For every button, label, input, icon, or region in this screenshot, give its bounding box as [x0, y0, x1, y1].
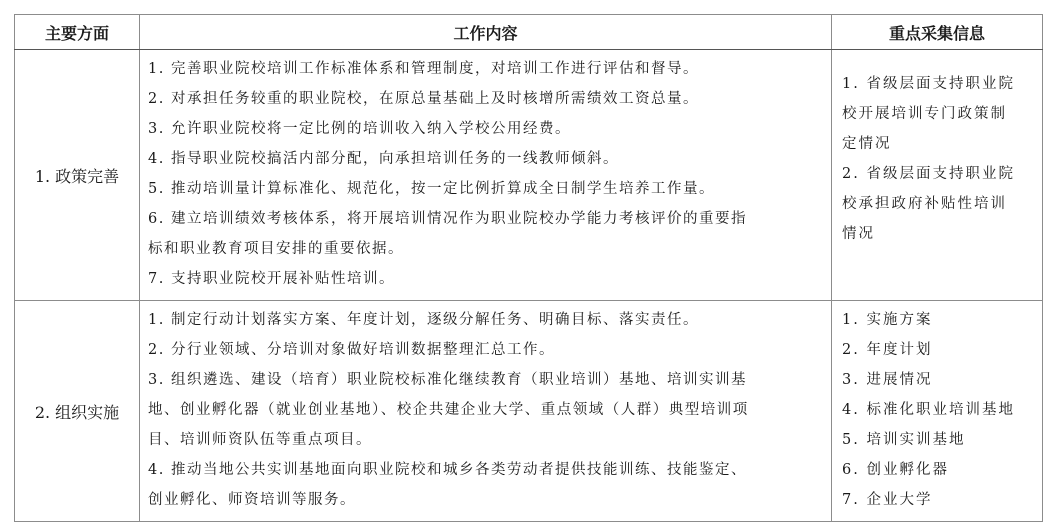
header-content: 工作内容	[140, 15, 832, 50]
info-line: 4. 标准化职业培训基地	[842, 402, 1015, 419]
header-aspect: 主要方面	[15, 15, 140, 50]
header-row	[15, 15, 1043, 50]
aspect-cell: 2. 组织实施	[15, 301, 140, 522]
content-line: 创业孵化、师资培训等服务。	[148, 492, 356, 509]
content-line: 2. 分行业领域、分培训对象做好培训数据整理汇总工作。	[148, 342, 555, 359]
content-line: 1. 制定行动计划落实方案、年度计划，逐级分解任务、明确目标、落实责任。	[148, 312, 699, 329]
info-cell	[832, 301, 1043, 522]
info-line: 7. 企业大学	[842, 492, 933, 509]
table-row-implementation	[15, 301, 1043, 522]
content-cell	[140, 50, 832, 301]
info-line: 情况	[842, 226, 875, 242]
header-info: 重点采集信息	[832, 15, 1043, 50]
info-line: 2. 省级层面支持职业院	[842, 166, 1015, 182]
content-line: 1. 完善职业院校培训工作标准体系和管理制度，对培训工作进行评估和督导。	[148, 61, 699, 77]
content-line: 2. 对承担任务较重的职业院校，在原总量基础上及时核增所需绩效工资总量。	[148, 91, 699, 107]
content-cell	[140, 301, 832, 522]
content-line: 4. 指导职业院校搞活内部分配，向承担培训任务的一线教师倾斜。	[148, 151, 619, 167]
content-line: 3. 允许职业院校将一定比例的培训收入纳入学校公用经费。	[148, 121, 571, 137]
info-line: 1. 实施方案	[842, 312, 933, 329]
info-cell	[832, 50, 1043, 301]
info-line: 2. 年度计划	[842, 342, 933, 359]
content-line: 4. 推动当地公共实训基地面向职业院校和城乡各类劳动者提供技能训练、技能鉴定、	[148, 462, 747, 479]
content-line: 6. 建立培训绩效考核体系，将开展培训情况作为职业院校办学能力考核评价的重要指	[148, 211, 747, 227]
content-line: 7. 支持职业院校开展补贴性培训。	[148, 271, 395, 287]
content-line: 地、创业孵化器（就业创业基地）、校企共建企业大学、重点领域（人群）典型培训项	[148, 402, 749, 419]
table-row-policy	[15, 50, 1043, 301]
info-line: 6. 创业孵化器	[842, 462, 949, 479]
content-line: 3. 组织遴选、建设（培育）职业院校标准化继续教育（职业培训）基地、培训实训基	[148, 372, 747, 389]
aspect-cell: 1. 政策完善	[15, 50, 140, 301]
info-line: 1. 省级层面支持职业院	[842, 76, 1015, 92]
content-line: 目、培训师资队伍等重点项目。	[148, 432, 372, 449]
info-line: 5. 培训实训基地	[842, 432, 966, 449]
info-line: 定情况	[842, 136, 892, 152]
work-content-table	[14, 14, 1043, 522]
content-line: 标和职业教育项目安排的重要依据。	[148, 241, 404, 257]
info-line: 校开展培训专门政策制	[842, 106, 1007, 122]
content-line: 5. 推动培训量计算标准化、规范化，按一定比例折算成全日制学生培养工作量。	[148, 181, 715, 197]
info-line: 校承担政府补贴性培训	[842, 196, 1007, 212]
info-line: 3. 进展情况	[842, 372, 933, 389]
